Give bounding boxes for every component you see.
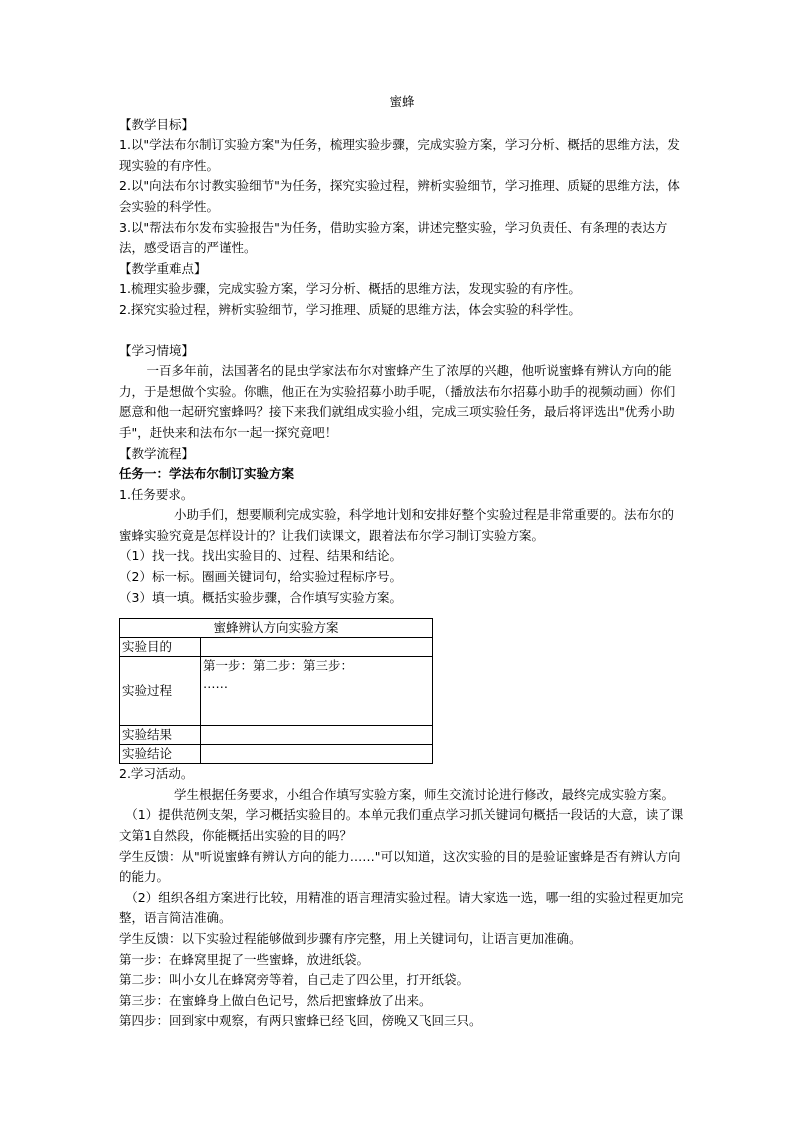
requirement-item-2: （2）标一标。圈画关键词句，给实验过程标序号。 <box>119 569 402 585</box>
activity-item-1-prompt: （1）提供范例支架，学习概括实验目的。本单元我们重点学习抓关键词句概括一段话的大意，读了课文第1自然段，你能概括出实验的目的吗？ <box>119 807 684 844</box>
situation-text: 一百多年前，法国著名的昆虫学家法布尔对蜜蜂产生了浓厚的兴趣，他听说蜜蜂有辨认方向的能力，于是想做个实验。你瞧，他正在为实验招募小助手呢，（播放法布尔招募小助手的视频动画）你们愿意和他一起研究蜜蜂吗？接下来我们就组成实验小组，完成三项实验任务，最后将评选出"优秀小助手"，赶快来和法布尔一起一探究竟吧！ <box>119 363 676 440</box>
step-1: 第一步：在蜂窝里捉了一些蜜蜂，放进纸袋。 <box>119 951 370 967</box>
key-point-1: 1.梳理实验步骤，完成实验方案，学习分析、概括的思维方法，发现实验的有序性。 <box>119 281 581 297</box>
cell-purpose <box>201 638 433 657</box>
document-page <box>119 92 685 1032</box>
document-title: 蜜蜂 <box>389 94 415 109</box>
row-label-process: 实验过程 <box>120 657 201 726</box>
process-heading: 【教学流程】 <box>119 445 195 461</box>
process-ellipsis: …… <box>203 676 228 692</box>
activity-item-2-prompt: （2）组织各组方案进行比较，用精准的语言理清实验过程。请大家选一选，哪一组的实验过程更加完整，语言简洁准确。 <box>119 889 684 926</box>
process-steps-text: 第一步：第二步：第三步： <box>203 658 354 674</box>
activity-text: 学生根据任务要求，小组合作填写实验方案，师生交流讨论进行修改，最终完成实验方案。 <box>174 786 675 802</box>
situation-heading: 【学习情境】 <box>119 342 195 358</box>
activity-heading: 2.学习活动。 <box>119 766 194 782</box>
cell-process <box>201 657 433 726</box>
row-label-conclusion: 实验结论 <box>120 745 201 764</box>
task-requirement-heading: 1.任务要求。 <box>119 486 194 502</box>
key-points-heading: 【教学重难点】 <box>119 260 207 276</box>
row-label-purpose: 实验目的 <box>120 638 201 657</box>
cell-conclusion <box>201 745 433 764</box>
cell-result <box>201 726 433 745</box>
goal-item-1: 1.以"学法布尔制订实验方案"为任务，梳理实验步骤，完成实验方案，学习分析、概括的思维方法，发现实验的有序性。 <box>119 137 680 173</box>
requirement-item-1: （1）找一找。找出实验目的、过程、结果和结论。 <box>119 548 402 564</box>
requirement-item-3: （3）填一填。概括实验步骤，合作填写实验方案。 <box>119 589 402 605</box>
goal-item-3: 3.以"帮法布尔发布实验报告"为任务，借助实验方案，讲述完整实验，学习负责任、有条理的表达方法，感受语言的严谨性。 <box>119 219 668 256</box>
table-caption: 蜜蜂辨认方向实验方案 <box>120 619 433 638</box>
experiment-plan-table <box>119 618 433 764</box>
task1-title: 任务一：学法布尔制订实验方案 <box>119 466 295 482</box>
key-point-2: 2.探究实验过程，辨析实验细节，学习推理、质疑的思维方法，体会实验的科学性。 <box>119 301 581 317</box>
step-4: 第四步：回到家中观察，有两只蜜蜂已经飞回，傍晚又飞回三只。 <box>119 1013 482 1029</box>
activity-item-2-feedback: 学生反馈：以下实验过程能够做到步骤有序完整，用上关键词句，让语言更加准确。 <box>119 931 582 946</box>
task-requirement-text: 小助手们，想要顺利完成实验，科学地计划和安排好整个实验过程是非常重要的。法布尔的蜜蜂实验究竟是怎样设计的？让我们读课文，跟着法布尔学习制订实验方案。 <box>119 507 675 543</box>
row-label-result: 实验结果 <box>120 726 201 745</box>
spacer <box>119 321 685 341</box>
activity-item-1-feedback: 学生反馈：从"听说蜜蜂有辨认方向的能力……"可以知道，这次实验的目的是验证蜜蜂是否有辨认方向的能力。 <box>119 848 681 885</box>
step-3: 第三步：在蜜蜂身上做白色记号，然后把蜜蜂放了出来。 <box>119 992 432 1008</box>
goals-heading: 【教学目标】 <box>119 116 195 132</box>
step-2: 第二步：叫小女儿在蜂窝旁等着，自己走了四公里，打开纸袋。 <box>119 972 470 988</box>
goal-item-2: 2.以"向法布尔讨教实验细节"为任务，探究实验过程，辨析实验细节，学习推理、质疑的思维方法，体会实验的科学性。 <box>119 178 680 214</box>
